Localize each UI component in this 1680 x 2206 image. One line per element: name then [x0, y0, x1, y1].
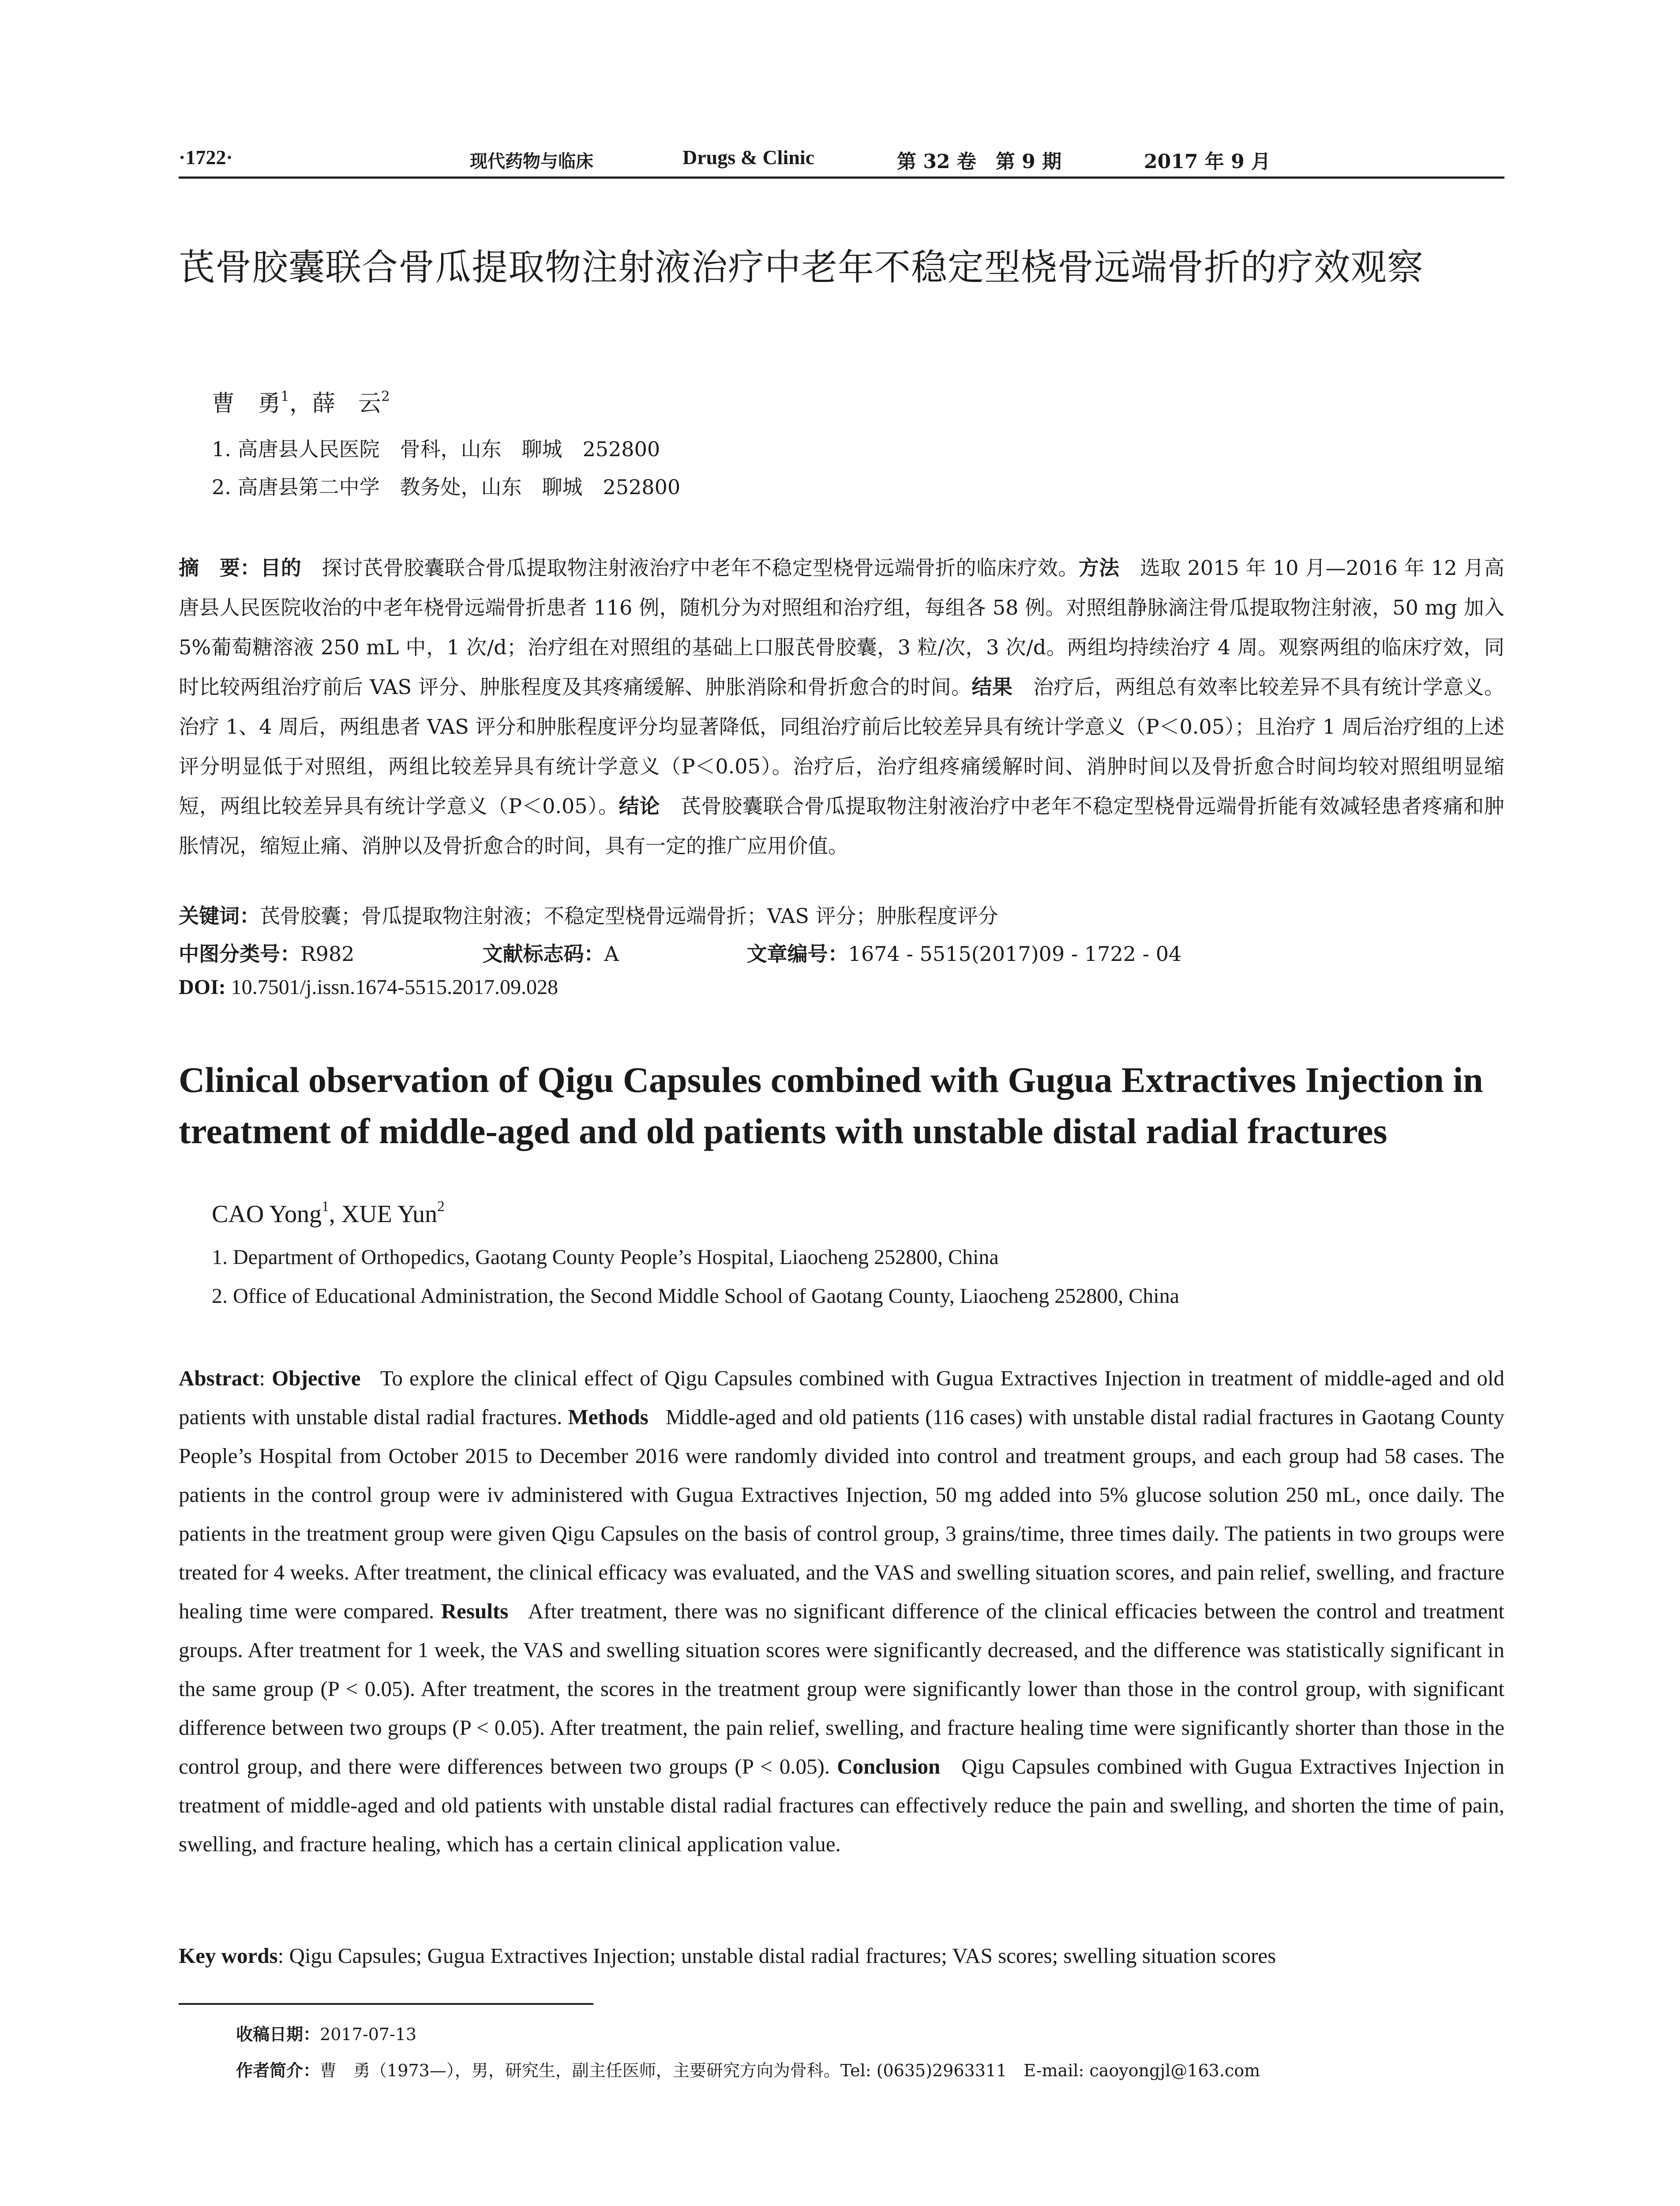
conclusion-label: Conclusion — [837, 1754, 941, 1778]
methods-label: Methods — [568, 1405, 649, 1429]
keywords-en: Key words: Qigu Capsules; Gugua Extractives Injection; unstable distal radial fractures; VAS scores; swelling situation scores — [179, 1943, 1276, 1968]
objective-text: 探讨芪骨胶囊联合骨瓜提取物注射液治疗中老年不稳定型桡骨远端骨折的临床疗效。 — [322, 556, 1079, 580]
author-separator: , — [329, 1201, 341, 1228]
author-separator: ， — [289, 390, 312, 417]
doi-value: 10.7501/j.issn.1674-5515.2017.09.028 — [231, 975, 559, 999]
abstract-en: Abstract: Objective To explore the clinical effect of Qigu Capsules combined with Gugua Extractives Injection in treatment of middle-aged and old patients with unstable distal radial fractures. Methods Middle-aged and old patients (116 cases) with unstable distal radial fractures in Gaotang County People’s Hospital from October 2015 to December 2016 were randomly divided into control and treatment groups, and each group had 58 cases. The patients in the control group were iv administered with Gugua Extractives Injection, 50 mg added into 5% glucose solution 250 mL, once daily. The patients in the treatment group were given Qigu Capsules on the basis of control group, 3 grains/time, three times daily. The patients in two groups were treated for 4 weeks. After treatment, the clinical efficacy was evaluated, and the VAS and swelling situation scores, and pain relief, swelling, and fracture healing time were compared. Results After treatment, there was no significant difference of the clinical efficacies between the control and treatment groups. After treatment for 1 week, the VAS and swelling situation scores were significantly decreased, and the difference was statistically significant in the same group (P < 0.05). After treatment, the scores in the treatment group were significantly lower than those in the control group, with significant difference between two groups (P < 0.05). After treatment, the pain relief, swelling, and fracture healing time were significantly shorter than those in the control group, and there were differences between two groups (P < 0.05). Conclusion Qigu Capsules combined with Gugua Extractives Injection in treatment of middle-aged and old patients with unstable distal radial fractures can effectively reduce the pain and swelling, and shorten the time of pain, swelling, and fracture healing, which has a certain clinical application value. — [179, 1366, 1505, 1856]
objective-text: To explore the clinical effect of Qigu Capsules combined with Gugua Extractives Injection in treatment of middle-aged and old patients with unstable distal radial fractures. — [179, 1366, 1504, 1429]
methods-text: 选取 2015 年 10 月—2016 年 12 月高唐县人民医院收治的中老年桡骨远端骨折患者 116 例，随机分为对照组和治疗组，每组各 58 例。对照组静脉滴注骨瓜提取物注射液，50 mg 加入 5%葡萄糖溶液 250 mL 中，1 次/d；治疗组在对照组的基础上口服芪骨胶囊，3 粒/次，3 次/d。两组均持续治疗 4 周。观察两组的临床疗效，同时比较两组治疗前后 VAS 评分、肿胀程度及其疼痛缓解、肿胀消除和骨折愈合的时间。 — [179, 556, 1505, 699]
results-text: 治疗后，两组总有效率比较差异不具有统计学意义。治疗 1、4 周后，两组患者 VAS 评分和肿胀程度评分均显著降低，同组治疗前后比较差异具有统计学意义（P＜0.05）；且治疗 1 周后治疗组的上述评分明显低于对照组，两组比较差异具有统计学意义（P＜0.05）。治疗后，治疗组疼痛缓解时间、消肿时间以及骨折愈合时间均较对照组明显缩短，两组比较差异具有统计学意义（P＜0.05）。 — [179, 675, 1505, 818]
conclusion-text: Qigu Capsules combined with Gugua Extractives Injection in treatment of middle-aged and old patients with unstable distal radial fractures can effectively reduce the pain and swelling, and shorten the time of pain, swelling, and fracture healing, which has a certain clinical application value. — [179, 1754, 1505, 1856]
author-bio — [236, 2057, 1260, 2081]
methods-label: 方法 — [1078, 556, 1120, 580]
journal-name-en: Drugs & Clinic — [682, 146, 814, 169]
author-name: 曹 勇 — [212, 390, 281, 417]
abstract-cn — [179, 548, 1504, 866]
author-name: 薛 云 — [312, 390, 381, 417]
affiliation-en-2: 2. Office of Educational Administration, the Second Middle School of Gaotang County, Liaocheng 252800, China — [212, 1284, 1179, 1308]
keywords-cn — [179, 900, 998, 929]
author-list-en — [212, 1200, 445, 1228]
affiliation-marker: 1 — [281, 388, 289, 405]
keywords-text: 芪骨胶囊；骨瓜提取物注射液；不稳定型桡骨远端骨折；VAS 评分；肿胀程度评分 — [260, 904, 998, 928]
affiliation-marker: 2 — [437, 1198, 445, 1215]
conclusion-text: 芪骨胶囊联合骨瓜提取物注射液治疗中老年不稳定型桡骨远端骨折能有效减轻患者疼痛和肿胀情况，缩短止痛、消肿以及骨折愈合的时间，具有一定的推广应用价值。 — [179, 794, 1505, 858]
results-label: 结果 — [971, 675, 1013, 699]
abstract-label: 摘 要： — [179, 556, 261, 580]
article-title-cn: 芪骨胶囊联合骨瓜提取物注射液治疗中老年不稳定型桡骨远端骨折的疗效观察 — [179, 247, 1424, 289]
methods-text: Middle-aged and old patients (116 cases) with unstable distal radial fractures in Gaotang County People’s Hospital from October 2015 to December 2016 were randomly divided into control and treatment groups, and each group had 58 cases. The patients in the control group were iv administered with Gugua Extractives Injection, 50 mg added into 5% glucose solution 250 mL, once daily. The patients in the treatment group were given Qigu Capsules on the basis of control group, 3 grains/time, three times daily. The patients in two groups were treated for 4 weeks. After treatment, the clinical efficacy was evaluated, and the VAS and swelling situation scores, and pain relief, swelling, and fracture healing time were compared. — [179, 1405, 1505, 1623]
results-label: Results — [441, 1599, 509, 1623]
keywords-text: Qigu Capsules; Gugua Extractives Injection; unstable distal radial fractures; VAS scores; swelling situation scores — [289, 1943, 1276, 1968]
article-title-en: Clinical observation of Qigu Capsules combined with Gugua Extractives Injection in treatment of middle-aged and old patients with unstable distal radial fractures — [179, 1060, 1483, 1151]
author-name: CAO Yong — [212, 1201, 322, 1228]
received-label: 收稿日期： — [236, 2025, 320, 2044]
affiliation-cn-2: 2. 高唐县第二中学 教务处，山东 聊城 252800 — [212, 475, 681, 499]
issue-date: 2017 年 9 月 — [1144, 150, 1271, 173]
doc-code-value: A — [604, 942, 619, 966]
received-value: 2017-07-13 — [320, 2025, 417, 2044]
keywords-label: 关键词： — [179, 904, 260, 928]
page-number: ·1722· — [179, 146, 233, 169]
affiliation-marker: 1 — [322, 1198, 329, 1215]
footnote-divider — [179, 2003, 593, 2005]
author-name: XUE Yun — [341, 1201, 438, 1228]
header-divider — [179, 176, 1504, 179]
results-text: After treatment, there was no significant difference of the clinical efficacies between the control and treatment groups. After treatment for 1 week, the VAS and swelling situation scores were significantly decreased, and the difference was statistically significant in the same group (P < 0.05). After treatment, the scores in the treatment group were significantly lower than those in the control group, with significant difference between two groups (P < 0.05). After treatment, the pain relief, swelling, and fracture healing time were significantly shorter than those in the control group, and there were differences between two groups (P < 0.05). — [179, 1599, 1505, 1778]
affiliation-cn-1: 1. 高唐县人民医院 骨科，山东 聊城 252800 — [212, 437, 660, 461]
clc-value: R982 — [300, 942, 355, 966]
article-number-label: 文章编号： — [746, 942, 848, 966]
bio-label: 作者简介： — [236, 2061, 320, 2080]
bio-text: 曹 勇（1973—），男，研究生，副主任医师，主要研究方向为骨科。Tel: (0635)2963311 E-mail: caoyongjl@163.com — [320, 2061, 1260, 2080]
article-number-value: 1674 - 5515(2017)09 - 1722 - 04 — [848, 942, 1182, 966]
running-header — [179, 142, 1502, 177]
affiliation-en-1: 1. Department of Orthopedics, Gaotang County People’s Hospital, Liaocheng 252800, China — [212, 1246, 999, 1269]
doc-code-label: 文献标志码： — [482, 942, 604, 966]
received-date — [236, 2021, 416, 2045]
author-list-cn — [212, 385, 390, 418]
clc-label: 中图分类号： — [179, 942, 300, 966]
doi-line — [179, 975, 558, 999]
journal-name-cn: 现代药物与临床 — [470, 151, 593, 172]
volume-issue: 第 32 卷 第 9 期 — [897, 150, 1062, 173]
abstract-label: Abstract — [179, 1366, 259, 1390]
doi-label: DOI: — [179, 975, 226, 999]
objective-label: 目的 — [260, 556, 302, 580]
objective-label: Objective — [272, 1366, 361, 1390]
classification-line — [179, 938, 1234, 967]
affiliation-marker: 2 — [381, 388, 390, 405]
conclusion-label: 结论 — [619, 794, 660, 818]
keywords-label: Key words — [179, 1943, 278, 1968]
